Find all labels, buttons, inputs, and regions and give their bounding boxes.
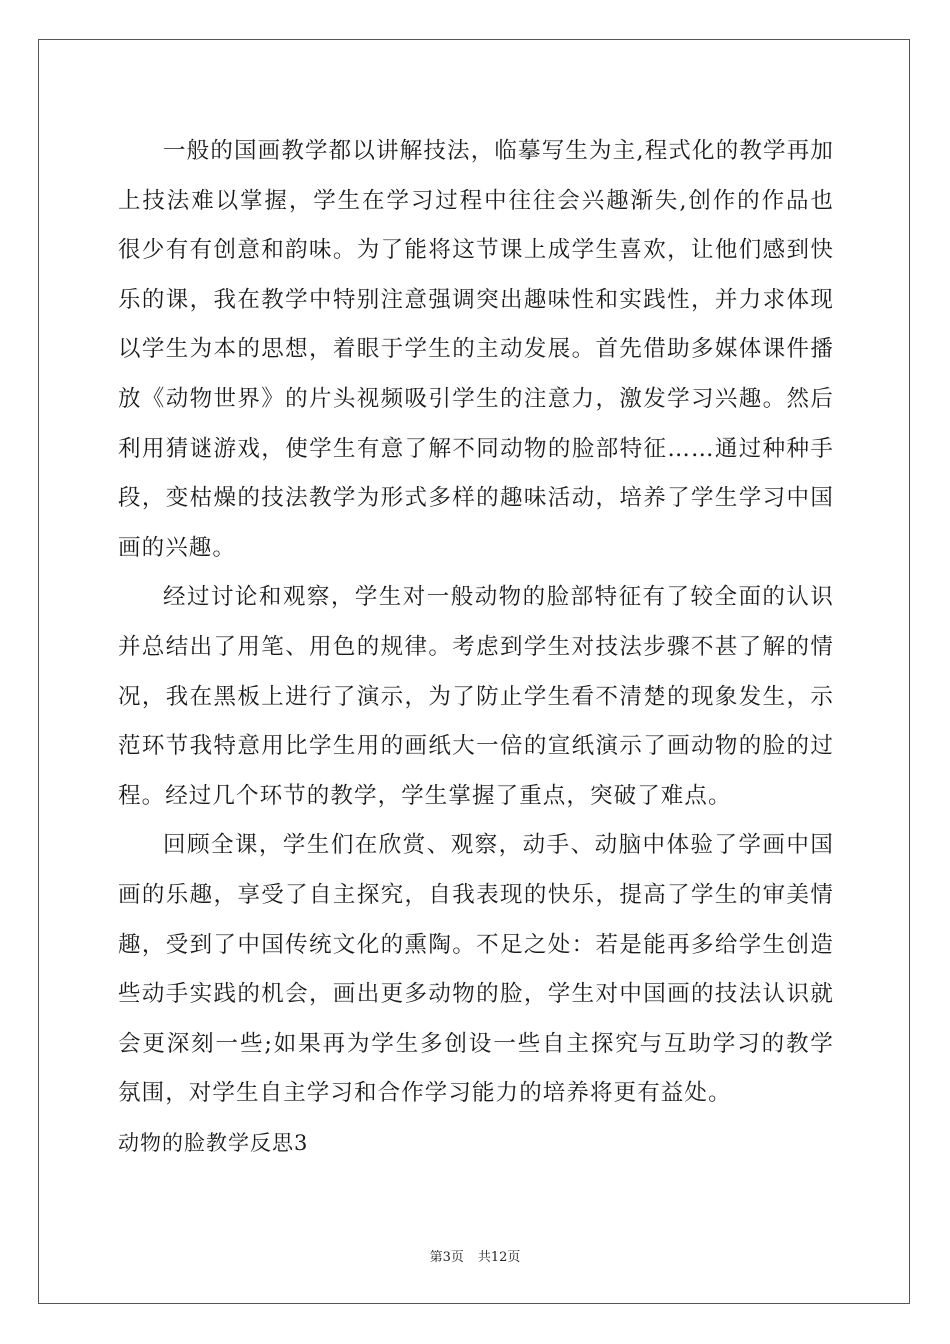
page-total: 共12页 [477, 1250, 521, 1265]
document-body [118, 127, 834, 1168]
page-number: 第3页 [429, 1250, 464, 1265]
page-footer [0, 1246, 950, 1265]
paragraph-1: 一般的国画教学都以讲解技法，临摹写生为主,程式化的教学再加上技法难以掌握，学生在学习过程中往往会兴趣渐失,创作的作品也很少有有创意和韵味。为了能将这节课上成学生喜欢，让他们感到快乐的课，我在教学中特别注意强调突出趣味性和实践性，并力求体现以学生为本的思想，着眼于学生的主动发展。首先借助多媒体课件播放《动物世界》的片头视频吸引学生的注意力，激发学习兴趣。然后利用猜谜游戏，使学生有意了解不同动物的脸部特征……通过种种手段，变枯燥的技法教学为形式多样的趣味活动，培养了学生学习中国画的兴趣。 [118, 138, 834, 561]
paragraph-2: 经过讨论和观察，学生对一般动物的脸部特征有了较全面的认识并总结出了用笔、用色的规律。考虑到学生对技法步骤不甚了解的情况，我在黑板上进行了演示，为了防止学生看不清楚的现象发生，示范环节我特意用比学生用的画纸大一倍的宣纸演示了画动物的脸的过程。经过几个环节的教学，学生掌握了重点，突破了难点。 [118, 584, 834, 809]
section-title: 动物的脸教学反思3 [118, 1130, 309, 1155]
paragraph-3: 回顾全课，学生们在欣赏、观察，动手、动脑中体验了学画中国画的乐趣，享受了自主探究，自我表现的快乐，提高了学生的审美情趣，受到了中国传统文化的熏陶。不足之处：若是能再多给学生创造些动手实践的机会，画出更多动物的脸，学生对中国画的技法认识就会更深刻一些;如果再为学生多创设一些自主探究与互助学习的教学氛围，对学生自主学习和合作学习能力的培养将更有益处。 [118, 832, 834, 1107]
